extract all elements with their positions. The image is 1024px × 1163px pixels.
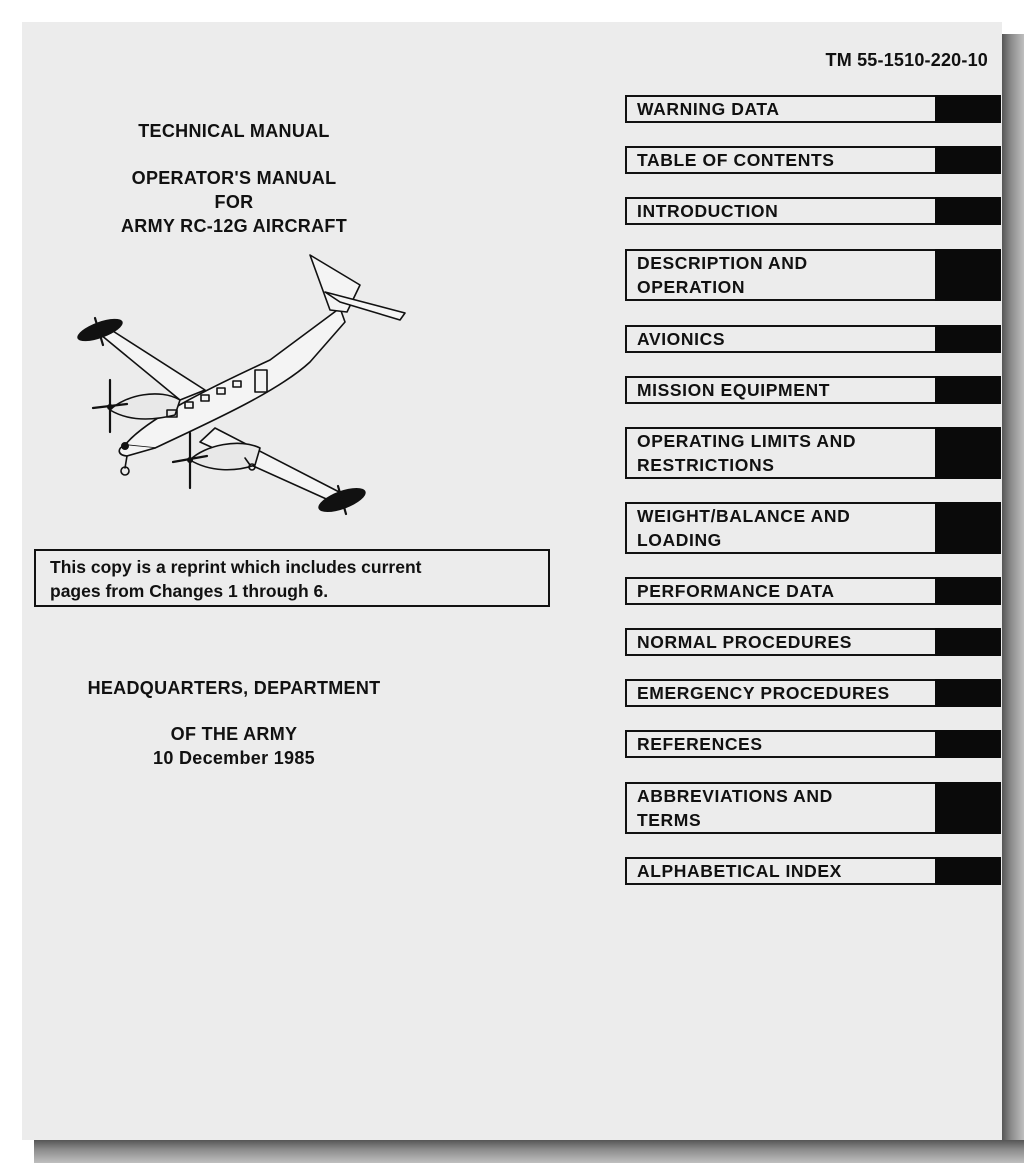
manual-title-line: FOR [214,192,254,212]
department-line: OF THE ARMY [170,724,298,744]
thumb-index-marker [935,679,1001,707]
tab-label: AVIONICS [637,329,726,349]
tab-label: OPERATION [637,277,746,297]
thumb-index-marker [935,249,1001,301]
reprint-notice [34,549,550,607]
tab-table-of-contents[interactable] [625,146,1001,174]
publication-date: 10 December 1985 [153,748,315,768]
reprint-notice-line: This copy is a reprint which includes current [50,557,422,577]
thumb-index-marker [935,197,1001,225]
aircraft-illustration-icon [55,250,415,525]
tab-label: ALPHABETICAL INDEX [637,861,842,881]
tab-label: RESTRICTIONS [637,455,775,475]
thumb-index-marker [935,146,1001,174]
thumb-index-marker [935,95,1001,123]
tab-operating-limits-and-restrictions[interactable] [625,427,1001,479]
tab-label: ABBREVIATIONS AND [637,786,833,806]
tab-normal-procedures[interactable] [625,628,1001,656]
tab-introduction[interactable] [625,197,1001,225]
tab-label: WARNING DATA [637,99,780,119]
tab-label: PERFORMANCE DATA [637,581,835,601]
thumb-index-marker [935,857,1001,885]
tab-label: DESCRIPTION AND [637,253,808,273]
thumb-index-marker [935,427,1001,479]
tab-performance-data[interactable] [625,577,1001,605]
tab-label: INTRODUCTION [637,201,779,221]
thumb-index-marker [935,325,1001,353]
tab-alphabetical-index[interactable] [625,857,1001,885]
tab-references[interactable] [625,730,1001,758]
tab-avionics[interactable] [625,325,1001,353]
thumb-index-marker [935,502,1001,554]
page-shadow-right [1002,34,1024,1163]
reprint-notice-line: pages from Changes 1 through 6. [50,581,329,601]
tab-abbreviations-and-terms[interactable] [625,782,1001,834]
tab-emergency-procedures[interactable] [625,679,1001,707]
tab-label: REFERENCES [637,734,763,754]
tab-label: NORMAL PROCEDURES [637,632,853,652]
manual-title-line: OPERATOR'S MANUAL [131,168,337,188]
tab-warning-data[interactable] [625,95,1001,123]
tab-weight-balance-and-loading[interactable] [625,502,1001,554]
tab-label: WEIGHT/BALANCE AND [637,506,851,526]
manual-title [84,166,384,238]
headquarters-line: HEADQUARTERS, DEPARTMENT [87,678,381,698]
tab-description-and-operation[interactable] [625,249,1001,301]
tab-label: TERMS [637,810,702,830]
tab-label: MISSION EQUIPMENT [637,380,830,400]
tm-number: TM 55-1510-220-10 [825,50,988,70]
page-shadow-bottom [34,1140,1024,1163]
tab-label: EMERGENCY PROCEDURES [637,683,890,703]
thumb-index-marker [935,730,1001,758]
manual-title-line: ARMY RC-12G AIRCRAFT [120,216,347,236]
thumb-index-marker [935,577,1001,605]
technical-manual-heading: TECHNICAL MANUAL [138,121,330,141]
thumb-index-marker [935,628,1001,656]
tab-label: TABLE OF CONTENTS [637,150,835,170]
tab-label: LOADING [637,530,722,550]
tab-mission-equipment[interactable] [625,376,1001,404]
thumb-index-marker [935,376,1001,404]
issuing-authority [84,722,384,770]
thumb-index-marker [935,782,1001,834]
tab-label: OPERATING LIMITS AND [637,431,857,451]
